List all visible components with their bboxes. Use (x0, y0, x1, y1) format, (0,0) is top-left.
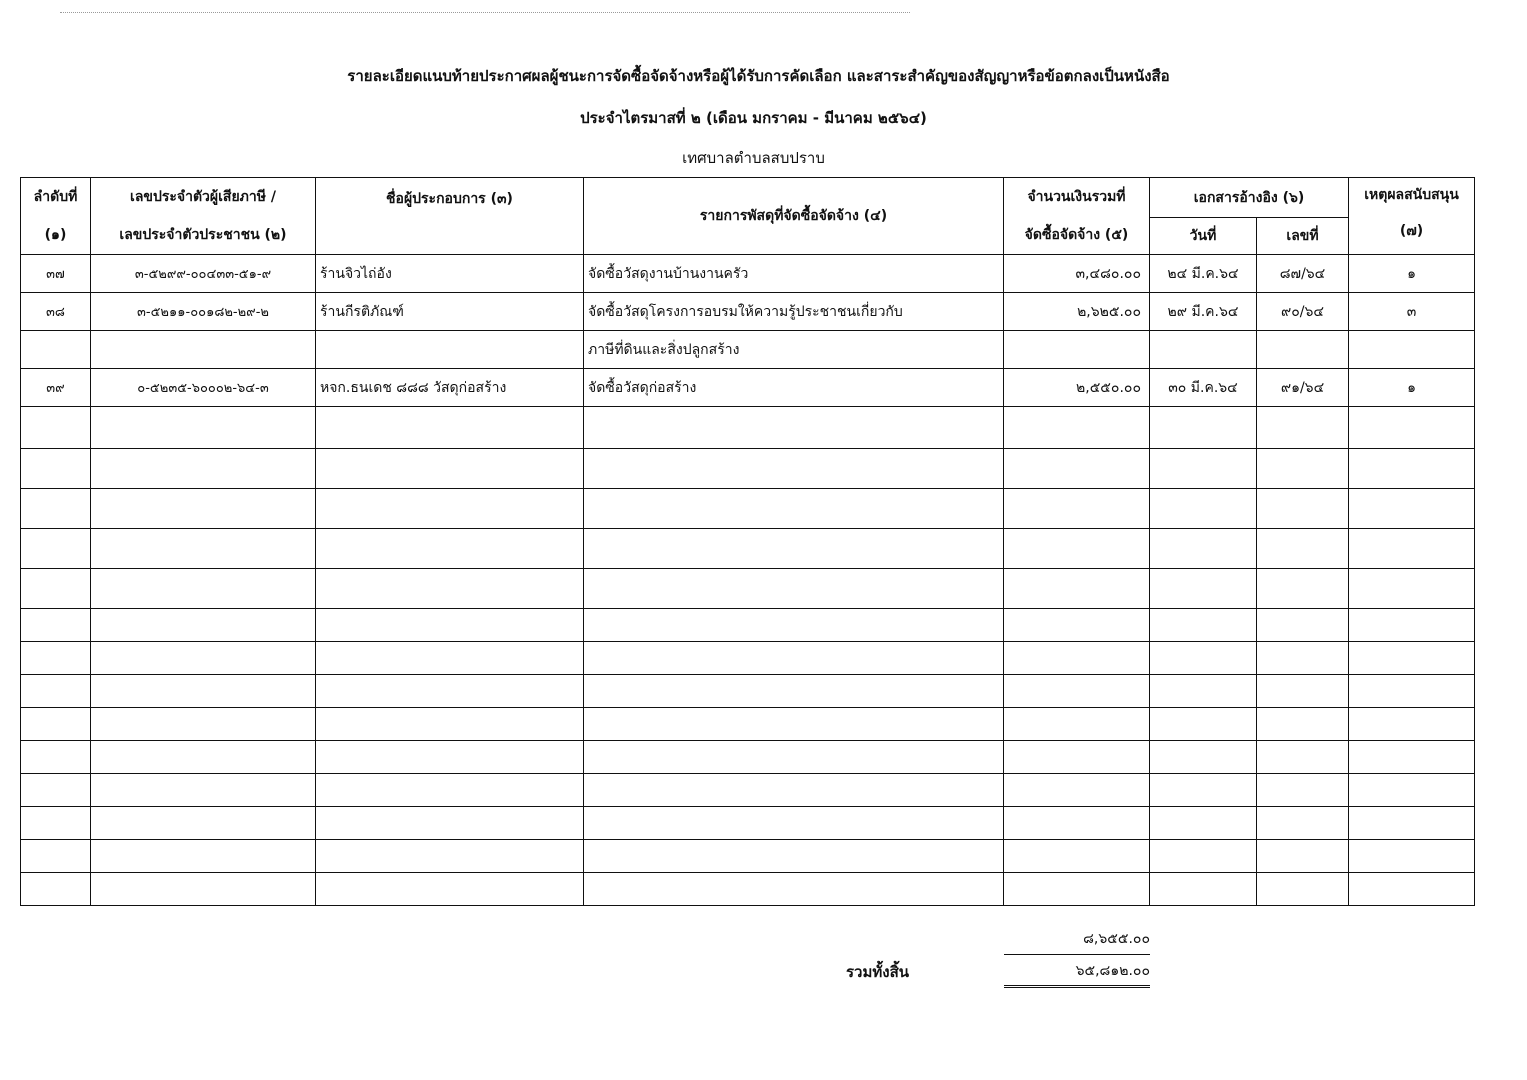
empty-cell (1349, 708, 1475, 741)
empty-cell (21, 569, 91, 609)
cell-taxid (91, 331, 316, 369)
cell-reason (1349, 331, 1475, 369)
header-reason: เหตุผลสนับสนุน (๗) (1349, 178, 1475, 255)
empty-cell (1150, 708, 1257, 741)
cell-vendor (316, 331, 584, 369)
empty-table-row (21, 642, 1475, 675)
grand-total-amount: ๖๕,๘๑๒.๐๐ (1004, 960, 1150, 988)
empty-cell (1004, 873, 1150, 906)
cell-vendor: หจก.ธนเดช ๘๘๘ วัสดุก่อสร้าง (316, 369, 584, 407)
cell-item: จัดซื้อวัสดุก่อสร้าง (584, 369, 1004, 407)
empty-cell (1349, 774, 1475, 807)
empty-cell (1349, 609, 1475, 642)
empty-cell (584, 407, 1004, 449)
empty-cell (1150, 529, 1257, 569)
empty-cell (91, 642, 316, 675)
empty-cell (21, 449, 91, 489)
header-seq: ลำดับที่ (๑) (21, 178, 91, 255)
empty-cell (584, 741, 1004, 774)
empty-cell (316, 449, 584, 489)
cell-date: ๓๐ มี.ค.๖๔ (1150, 369, 1257, 407)
empty-cell (91, 807, 316, 840)
empty-table-row (21, 741, 1475, 774)
empty-cell (21, 642, 91, 675)
table-row (21, 255, 1475, 293)
empty-cell (1150, 642, 1257, 675)
empty-table-row (21, 449, 1475, 489)
empty-cell (1150, 489, 1257, 529)
empty-cell (1004, 609, 1150, 642)
empty-cell (1257, 529, 1349, 569)
empty-cell (91, 675, 316, 708)
empty-cell (1004, 708, 1150, 741)
cell-number: ๘๗/๖๔ (1257, 255, 1349, 293)
empty-cell (584, 774, 1004, 807)
cell-number: ๙๐/๖๔ (1257, 293, 1349, 331)
cell-seq: ๓๗ (21, 255, 91, 293)
empty-cell (1004, 840, 1150, 873)
cell-item: ภาษีที่ดินและสิ่งปลูกสร้าง (584, 331, 1004, 369)
scan-artifact-line (60, 12, 910, 15)
empty-cell (316, 642, 584, 675)
empty-cell (316, 708, 584, 741)
empty-cell (1349, 873, 1475, 906)
empty-cell (316, 675, 584, 708)
empty-cell (1349, 675, 1475, 708)
empty-cell (21, 807, 91, 840)
cell-amount: ๓,๔๘๐.๐๐ (1004, 255, 1150, 293)
cell-vendor: ร้านจิวไถ่อัง (316, 255, 584, 293)
cell-vendor: ร้านกีรติภัณฑ์ (316, 293, 584, 331)
empty-cell (1150, 675, 1257, 708)
empty-cell (316, 407, 584, 449)
empty-table-row (21, 407, 1475, 449)
cell-taxid: ๐-๕๒๓๕-๖๐๐๐๒-๖๔-๓ (91, 369, 316, 407)
empty-cell (91, 407, 316, 449)
header-item: รายการพัสดุที่จัดซื้อจัดจ้าง (๔) (584, 178, 1004, 255)
empty-table-row (21, 708, 1475, 741)
empty-cell (584, 529, 1004, 569)
empty-cell (1349, 407, 1475, 449)
empty-cell (91, 741, 316, 774)
empty-cell (1257, 741, 1349, 774)
empty-cell (584, 489, 1004, 529)
empty-cell (1004, 807, 1150, 840)
empty-cell (584, 609, 1004, 642)
empty-cell (91, 840, 316, 873)
empty-cell (1349, 642, 1475, 675)
empty-table-row (21, 774, 1475, 807)
empty-cell (316, 569, 584, 609)
empty-cell (1004, 675, 1150, 708)
empty-cell (21, 708, 91, 741)
empty-cell (1004, 642, 1150, 675)
empty-cell (584, 569, 1004, 609)
cell-reason: ๑ (1349, 369, 1475, 407)
empty-cell (1150, 873, 1257, 906)
cell-amount: ๒,๖๒๕.๐๐ (1004, 293, 1150, 331)
cell-number: ๙๑/๖๔ (1257, 369, 1349, 407)
empty-cell (1004, 407, 1150, 449)
empty-cell (1349, 840, 1475, 873)
header-taxid: เลขประจำตัวผู้เสียภาษี / เลขประจำตัวประชาชน (๒) (91, 178, 316, 255)
empty-cell (21, 609, 91, 642)
cell-amount: ๒,๕๕๐.๐๐ (1004, 369, 1150, 407)
empty-cell (1004, 489, 1150, 529)
empty-cell (1349, 489, 1475, 529)
header-amount: จำนวนเงินรวมที่ จัดซื้อจัดจ้าง (๕) (1004, 178, 1150, 255)
empty-cell (316, 807, 584, 840)
empty-cell (91, 529, 316, 569)
empty-cell (1150, 449, 1257, 489)
empty-cell (91, 569, 316, 609)
empty-table-row (21, 807, 1475, 840)
cell-item: จัดซื้อวัสดุโครงการอบรมให้ความรู้ประชาชนเกี่ยวกับ (584, 293, 1004, 331)
document-title: รายละเอียดแนบท้ายประกาศผลผู้ชนะการจัดซื้อจัดจ้างหรือผู้ได้รับการคัดเลือก และสาระสำคัญของสัญญาหรือข้อตกลงเป็นหนังสือ (347, 67, 1170, 85)
empty-table-row (21, 840, 1475, 873)
empty-cell (21, 840, 91, 873)
grand-total-label: รวมทั้งสิ้น (846, 963, 909, 981)
empty-cell (1257, 609, 1349, 642)
cell-amount (1004, 331, 1150, 369)
table-row (21, 369, 1475, 407)
empty-cell (1004, 774, 1150, 807)
header-vendor: ชื่อผู้ประกอบการ (๓) (316, 178, 584, 255)
empty-cell (1150, 407, 1257, 449)
empty-cell (584, 873, 1004, 906)
cell-taxid: ๓-๕๒๙๙-๐๐๔๓๓-๕๑-๙ (91, 255, 316, 293)
empty-cell (1257, 708, 1349, 741)
empty-table-row (21, 569, 1475, 609)
subtotal-amount: ๘,๖๕๕.๐๐ (1004, 928, 1150, 955)
cell-seq: ๓๙ (21, 369, 91, 407)
empty-cell (1004, 569, 1150, 609)
empty-cell (1150, 741, 1257, 774)
empty-cell (1004, 449, 1150, 489)
cell-date: ๒๔ มี.ค.๖๔ (1150, 255, 1257, 293)
cell-seq (21, 331, 91, 369)
empty-cell (1257, 774, 1349, 807)
empty-cell (1150, 807, 1257, 840)
empty-cell (316, 774, 584, 807)
empty-cell (1257, 807, 1349, 840)
table-row (21, 293, 1475, 331)
empty-table-row (21, 675, 1475, 708)
empty-cell (1349, 529, 1475, 569)
organization-name: เทศบาลตำบลสบปราบ (682, 149, 825, 167)
cell-date (1150, 331, 1257, 369)
empty-cell (21, 407, 91, 449)
empty-cell (316, 489, 584, 529)
empty-cell (1004, 741, 1150, 774)
empty-cell (1150, 609, 1257, 642)
procurement-table (20, 177, 1475, 906)
empty-cell (316, 529, 584, 569)
empty-cell (1257, 642, 1349, 675)
header-reference: เอกสารอ้างอิง (๖) (1150, 178, 1349, 218)
empty-cell (1150, 774, 1257, 807)
empty-cell (1257, 675, 1349, 708)
empty-cell (1150, 840, 1257, 873)
empty-cell (91, 489, 316, 529)
empty-cell (1257, 489, 1349, 529)
empty-cell (1349, 741, 1475, 774)
empty-cell (316, 873, 584, 906)
empty-cell (1257, 449, 1349, 489)
empty-cell (21, 873, 91, 906)
cell-item: จัดซื้อวัสดุงานบ้านงานครัว (584, 255, 1004, 293)
empty-cell (21, 529, 91, 569)
empty-table-row (21, 529, 1475, 569)
empty-cell (584, 840, 1004, 873)
empty-cell (91, 708, 316, 741)
empty-table-row (21, 873, 1475, 906)
empty-cell (1257, 569, 1349, 609)
table-row (21, 331, 1475, 369)
empty-cell (1349, 807, 1475, 840)
empty-table-row (21, 489, 1475, 529)
empty-cell (1349, 449, 1475, 489)
header-ref-date: วันที่ (1150, 218, 1257, 255)
empty-cell (91, 873, 316, 906)
cell-date: ๒๙ มี.ค.๖๔ (1150, 293, 1257, 331)
empty-cell (316, 609, 584, 642)
empty-cell (584, 642, 1004, 675)
empty-cell (91, 774, 316, 807)
cell-seq: ๓๘ (21, 293, 91, 331)
cell-number (1257, 331, 1349, 369)
empty-cell (91, 449, 316, 489)
empty-cell (21, 489, 91, 529)
empty-cell (1349, 569, 1475, 609)
empty-cell (316, 840, 584, 873)
empty-cell (21, 675, 91, 708)
empty-cell (1257, 840, 1349, 873)
empty-cell (584, 449, 1004, 489)
empty-cell (91, 609, 316, 642)
document-subtitle: ประจำไตรมาสที่ ๒ (เดือน มกราคม - มีนาคม ๒๕๖๔) (580, 109, 927, 127)
empty-cell (584, 708, 1004, 741)
empty-cell (584, 807, 1004, 840)
header-ref-no: เลขที่ (1257, 218, 1349, 255)
cell-reason: ๑ (1349, 255, 1475, 293)
cell-taxid: ๓-๕๒๑๑-๐๐๑๘๒-๒๙-๒ (91, 293, 316, 331)
empty-cell (21, 774, 91, 807)
empty-rows (21, 407, 1475, 906)
empty-cell (1257, 407, 1349, 449)
empty-cell (584, 675, 1004, 708)
empty-cell (1004, 529, 1150, 569)
empty-cell (1257, 873, 1349, 906)
empty-cell (1150, 569, 1257, 609)
empty-table-row (21, 609, 1475, 642)
empty-cell (316, 741, 584, 774)
cell-reason: ๓ (1349, 293, 1475, 331)
empty-cell (21, 741, 91, 774)
